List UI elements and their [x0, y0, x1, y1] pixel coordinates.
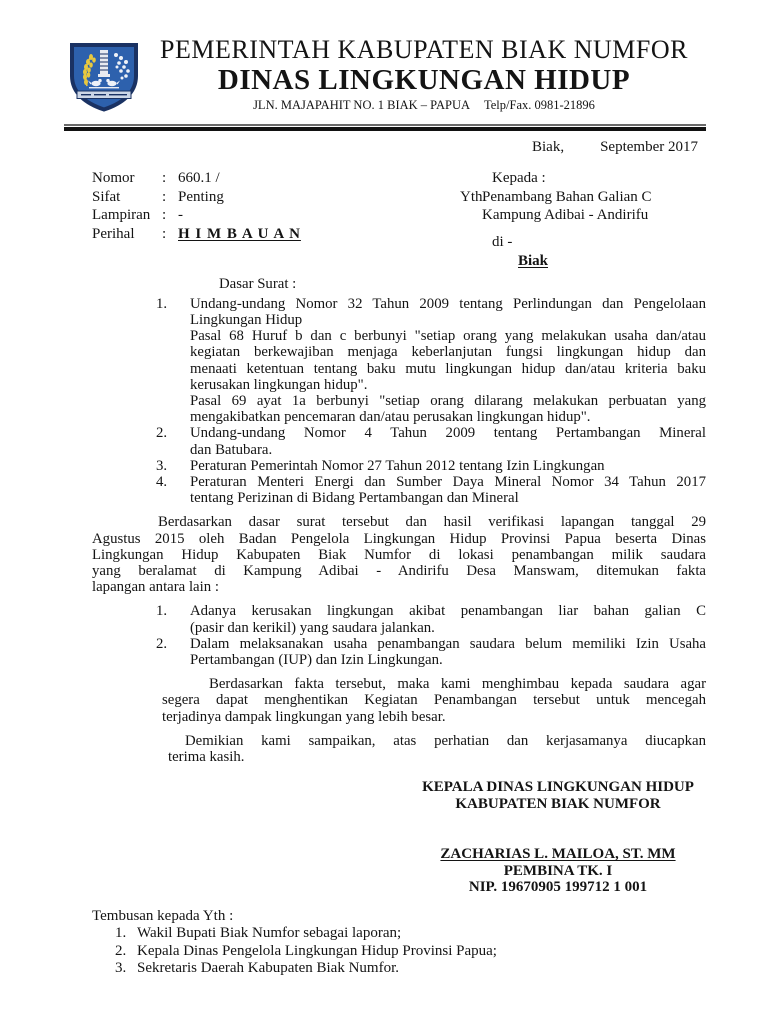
signature-block [412, 779, 704, 896]
letterhead [64, 36, 706, 121]
government-name: PEMERINTAH KABUPATEN BIAK NUMFOR [160, 35, 688, 64]
text-line: Undang-undang Nomor 32 Tahun 2009 tentang Perlindungan dan Pengelolaan [190, 295, 706, 312]
paragraph-himbauan [162, 676, 706, 725]
list-text [190, 458, 706, 474]
text-line: Undang-undang Nomor 4 Tahun 2009 tentang Pertambangan Mineral [190, 425, 706, 442]
recipient-city: Biak [518, 253, 549, 269]
text-line: (pasir dan kerikil) yang saudara jalankan. [190, 619, 435, 636]
text-line: Agustus 2015 oleh Badan Pengelola Lingkungan Hidup Provinsi Papua beserta Dinas [92, 530, 706, 547]
text-line: Pasal 69 ayat 1a berbunyi "setiap orang dilarang melakukan perbuatan yang [190, 392, 706, 409]
signer-rank: PEMBINA TK. I [503, 862, 613, 879]
list-item-dasar-4 [92, 474, 706, 506]
list-number: 2. [115, 942, 127, 959]
recipient-name-address [482, 188, 652, 225]
paragraph-verifikasi [92, 514, 706, 595]
meta-label: Perihal [92, 225, 135, 242]
signer-office-line1: KEPALA DINAS LINGKUNGAN HIDUP [422, 779, 694, 796]
meta-row-sifat [92, 188, 392, 207]
list-text [190, 636, 706, 668]
dateline-date: September 2017 [600, 139, 698, 155]
tembusan-item-2 [92, 943, 706, 961]
letter-meta [92, 169, 392, 271]
text-line: Peraturan Menteri Energi dan Sumber Daya Mineral Nomor 34 Tahun 2017 [190, 473, 706, 490]
agency-phone: Telp/Fax. 0981-21896 [484, 97, 595, 112]
recipient-name: Penambang Bahan Galian C [482, 188, 652, 205]
dasar-surat-list [92, 296, 706, 507]
meta-row-nomor [92, 169, 392, 188]
signer-nip: NIP. 19670905 199712 1 001 [468, 879, 648, 896]
list-item-dasar-3 [92, 458, 706, 474]
tembusan-text: Kepala Dinas Pengelola Lingkungan Hidup Provinsi Papua; [137, 942, 497, 959]
tembusan-heading: Tembusan kepada Yth : [92, 907, 234, 924]
text-line: dan Batubara. [190, 441, 273, 458]
list-number: 2. [156, 635, 168, 652]
recipient-di: di - [492, 233, 513, 250]
list-number: 3. [156, 457, 168, 474]
header-rule-thick [64, 127, 706, 131]
text-line: Pasal 68 Huruf b dan c berbunyi "setiap orang yang melakukan usaha dan/atau [190, 328, 706, 345]
list-text [190, 425, 706, 457]
text-line: terjadinya dampak lingkungan yang lebih besar. [162, 708, 446, 725]
tembusan-item-1 [92, 925, 706, 943]
agency-address: JLN. MAJAPAHIT NO. 1 BIAK – PAPUA [253, 97, 470, 112]
text-line: Berdasarkan dasar surat tersebut dan hasil verifikasi lapangan tanggal 29 [158, 514, 706, 531]
list-number: 4. [156, 473, 168, 490]
coat-of-arms-logo [64, 36, 146, 121]
meta-label: Lampiran [92, 207, 151, 223]
meta-value-perihal: H I M B A U A N [178, 225, 301, 242]
header-rule-thin [64, 124, 706, 126]
text-line: Berdasarkan fakta tersebut, maka kami menghimbau kepada saudara agar [209, 676, 706, 693]
tembusan-item-3 [92, 960, 706, 978]
list-item-dasar-2 [92, 425, 706, 457]
recipient-block [392, 169, 706, 271]
letterhead-text [146, 36, 706, 112]
recipient-kepada: Kepada : [492, 170, 546, 186]
text-line: Adanya kerusakan lingkungan akibat penambangan liar bahan galian C [190, 603, 706, 620]
dasar-surat-heading: Dasar Surat : [219, 275, 297, 292]
meta-row-lampiran [92, 206, 392, 225]
paragraph-penutup [168, 733, 706, 765]
meta-colon: : [162, 225, 167, 242]
meta-colon: : [162, 207, 167, 223]
list-number: 1. [156, 603, 168, 620]
dateline [0, 138, 698, 156]
list-item-dasar-1 [92, 296, 706, 426]
meta-colon: : [162, 188, 167, 205]
text-line: lapangan antara lain : [92, 579, 219, 596]
meta-value-sifat: Penting [178, 188, 224, 205]
list-item-finding-2 [92, 636, 706, 668]
signer-name: ZACHARIAS L. MAILOA, ST. MM [440, 846, 676, 863]
text-line: kegiatan berkewajiban menjaga keberlanjutan fungsi lingkungan hidup dan [190, 344, 706, 361]
recipient-yth: Yth. [460, 188, 487, 205]
meta-value-lampiran: - [178, 207, 183, 223]
list-number: 3. [115, 960, 127, 977]
findings-list [92, 603, 706, 668]
meta-label: Sifat [92, 188, 121, 205]
recipient-address: Kampung Adibai - Andirifu [482, 207, 649, 223]
letter-body [92, 169, 706, 978]
text-line: Peraturan Pemerintah Nomor 27 Tahun 2012 tentang Izin Lingkungan [190, 457, 605, 474]
signer-identity [412, 846, 704, 896]
text-line: menaati ketentuan tentang baku mutu lingkungan hidup dan/atau kriteria baku [190, 360, 706, 377]
text-line: mengakibatkan pencemaran dan/atau perusakan lingkungan hidup". [190, 409, 591, 426]
text-line: Demikian kami sampaikan, atas perhatian dan kerjasamanya diucapkan [185, 732, 706, 749]
list-text [190, 296, 706, 426]
tembusan-block [92, 908, 706, 978]
agency-name: DINAS LINGKUNGAN HIDUP [217, 64, 631, 97]
meta-and-recipient [92, 169, 706, 271]
recipient-yth-row [460, 188, 706, 225]
list-text [190, 474, 706, 506]
dateline-place: Biak, [532, 139, 565, 155]
shield-emblem-icon [64, 38, 144, 116]
text-line: yang beralamat di Kampung Adibai - Andirifu Desa Manswam, ditemukan fakta [92, 562, 706, 579]
list-number: 1. [115, 925, 127, 942]
meta-colon: : [162, 170, 167, 186]
text-line: Lingkungan Hidup [190, 311, 303, 328]
agency-address-line [146, 99, 702, 112]
meta-row-perihal [92, 225, 392, 244]
text-line: terima kasih. [168, 748, 245, 765]
text-line: tentang Perizinan di Bidang Pertambangan dan Mineral [190, 490, 519, 507]
signer-office-line2: KABUPATEN BIAK NUMFOR [455, 795, 661, 812]
text-line: kerusakan lingkungan hidup". [190, 376, 368, 393]
list-item-finding-1 [92, 603, 706, 635]
list-number: 2. [156, 425, 168, 442]
text-line: Lingkungan Hidup Kabupaten Biak Numfor di lokasi penambangan milik saudara [92, 546, 706, 563]
tembusan-text: Wakil Bupati Biak Numfor sebagai laporan; [137, 925, 402, 942]
text-line: segera dapat menghentikan Kegiatan Penambangan tersebut untuk mencegah [162, 692, 706, 709]
list-number: 1. [156, 295, 168, 312]
text-line: Pertambangan (IUP) dan Izin Lingkungan. [190, 651, 443, 668]
text-line: Dalam melaksanakan usaha penambangan saudara belum memiliki Izin Usaha [190, 635, 706, 652]
meta-value-nomor: 660.1 / [178, 170, 220, 186]
list-text [190, 603, 706, 635]
meta-label: Nomor [92, 170, 135, 186]
tembusan-text: Sekretaris Daerah Kabupaten Biak Numfor. [137, 960, 399, 977]
